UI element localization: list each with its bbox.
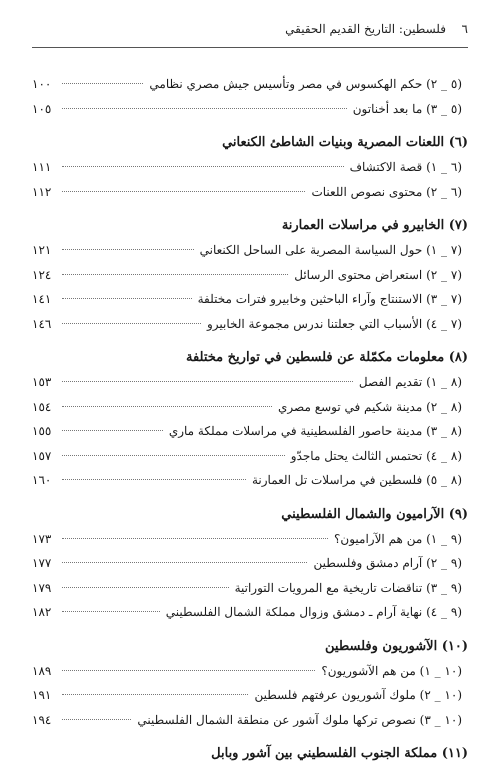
- chapter-heading: (٧) الخابيرو في مراسلات العمارنة: [281, 218, 468, 233]
- dot-leader: [62, 562, 307, 563]
- entry-title: (٧ _ ٤) الأسباب التي جعلتنا ندرس مجموعة الخابيرو: [206, 316, 462, 331]
- toc-section: [32, 131, 468, 204]
- section-gap: [32, 493, 468, 501]
- entry-title: (٩ _ ٣) تناقضات تاريخية مع المرويات التوراتية: [234, 580, 462, 595]
- toc-entry: [32, 370, 468, 395]
- toc-section: [32, 72, 468, 121]
- entry-page-number: ١٨٩: [32, 663, 52, 678]
- toc-entry: [32, 659, 468, 684]
- toc-section: [32, 635, 468, 733]
- entry-page-number: ١٥٤: [32, 399, 52, 414]
- dot-leader: [62, 108, 347, 109]
- dot-leader: [62, 274, 288, 275]
- entry-page-number: ١٧٧: [32, 556, 52, 570]
- dot-leader: [62, 166, 344, 167]
- section-gap: [32, 204, 468, 212]
- toc-entry: [32, 155, 468, 180]
- dot-leader: [62, 430, 163, 431]
- page-number: ٦: [461, 22, 468, 36]
- entry-page-number: ١٥٥: [32, 424, 52, 438]
- chapter-heading: (١٠) الآشوريون وفلسطين: [325, 638, 468, 654]
- dot-leader: [62, 323, 201, 324]
- dot-leader: [62, 670, 315, 671]
- toc-entry: [32, 395, 468, 420]
- section-gap: [32, 766, 468, 774]
- entry-page-number: ١٢١: [32, 243, 52, 257]
- toc-section: [32, 346, 468, 493]
- toc-entry: [32, 708, 468, 733]
- dot-leader: [62, 611, 160, 612]
- section-gap: [32, 336, 468, 344]
- toc-entry: [32, 468, 468, 493]
- entry-page-number: ١٨٢: [32, 605, 52, 619]
- chapter-heading: (٨) معلومات مكمّلة عن فلسطين في تواريخ مختلفة: [186, 350, 468, 365]
- entry-title: (٩ _ ٤) نهاية آرام ـ دمشق وزوال مملكة الشمال الفلسطيني: [165, 605, 462, 619]
- entry-title: (٦ _ ١) قصة الاكتشاف: [349, 160, 462, 174]
- toc-entry: [32, 312, 468, 337]
- entry-page-number: ١١٢: [32, 184, 52, 199]
- toc-entry: [32, 287, 468, 312]
- entry-title: (١٠ _ ١) من هم الآشوريون؟: [321, 663, 462, 678]
- entry-page-number: ١٤٦: [32, 316, 52, 331]
- dot-leader: [62, 406, 272, 407]
- table-of-contents: [32, 72, 468, 774]
- dot-leader: [62, 298, 192, 299]
- toc-section: [32, 503, 468, 625]
- entry-page-number: ١٩١: [32, 688, 52, 702]
- dot-leader: [62, 587, 229, 588]
- toc-entry: [32, 600, 468, 625]
- entry-page-number: ١٦٠: [32, 473, 52, 487]
- entry-title: (٨ _ ٥) فلسطين في مراسلات تل العمارنة: [251, 473, 462, 487]
- toc-section: [32, 214, 468, 336]
- dot-leader: [62, 83, 143, 84]
- entry-page-number: ١٠٥: [32, 101, 52, 116]
- entry-page-number: ١٠٠: [32, 77, 52, 91]
- toc-entry: [32, 238, 468, 263]
- entry-title: (٦ _ ٢) محتوى نصوص اللعنات: [311, 184, 462, 199]
- chapter-heading: (٩) الآراميون والشمال الفلسطيني: [281, 506, 468, 522]
- entry-title: (٩ _ ١) من هم الآراميون؟: [334, 531, 462, 546]
- toc-entry: [32, 419, 468, 444]
- toc-entry: [32, 97, 468, 122]
- entry-title: (٥ _ ٢) حكم الهكسوس في مصر وتأسيس جيش مصري نظامي: [149, 77, 462, 91]
- toc-entry: [32, 263, 468, 288]
- header-rule: [32, 47, 468, 48]
- entry-page-number: ١٥٣: [32, 375, 52, 389]
- dot-leader: [62, 694, 248, 695]
- toc-entry: [32, 180, 468, 205]
- entry-title: (١٠ _ ٣) نصوص تركها ملوك آشور عن منطقة الشمال الفلسطيني: [137, 712, 462, 727]
- entry-title: (٥ _ ٣) ما بعد أخناتون: [352, 101, 462, 116]
- toc-entry: [32, 551, 468, 576]
- toc-entry: [32, 444, 468, 469]
- section-gap: [32, 732, 468, 740]
- dot-leader: [62, 538, 328, 539]
- entry-page-number: ١٧٣: [32, 531, 52, 546]
- entry-page-number: ١٢٤: [32, 267, 52, 282]
- toc-entry: [32, 72, 468, 97]
- dot-leader: [62, 479, 246, 480]
- entry-page-number: ١٥٧: [32, 448, 52, 463]
- toc-entry: [32, 576, 468, 601]
- running-header: [32, 22, 468, 42]
- running-title: فلسطين: التاريخ القديم الحقيقي: [285, 22, 446, 36]
- chapter-heading: (٦) اللعنات المصرية وبنيات الشاطئ الكنعاني: [222, 135, 468, 150]
- entry-page-number: ١٧٩: [32, 580, 52, 595]
- entry-title: (٨ _ ١) تقديم الفصل: [358, 375, 462, 389]
- toc-entry: [32, 527, 468, 552]
- dot-leader: [62, 719, 131, 720]
- dot-leader: [62, 191, 305, 192]
- entry-page-number: ١١١: [32, 160, 52, 174]
- dot-leader: [62, 455, 285, 456]
- dot-leader: [62, 381, 353, 382]
- section-gap: [32, 625, 468, 633]
- entry-title: (٧ _ ٢) استعراض محتوى الرسائل: [294, 267, 462, 282]
- entry-title: (٨ _ ٢) مدينة شكيم في توسع مصري: [278, 399, 462, 414]
- entry-page-number: ١٩٤: [32, 712, 52, 727]
- entry-title: (٨ _ ٤) تحتمس الثالث يحتل ماجدّو: [290, 448, 462, 463]
- entry-title: (١٠ _ ٢) ملوك آشوريون عرفتهم فلسطين: [254, 688, 462, 702]
- entry-title: (٧ _ ٣) الاستنتاج وآراء الباحثين وخابيرو فترات مختلفة: [197, 292, 462, 306]
- section-gap: [32, 121, 468, 129]
- entry-title: (٧ _ ١) حول السياسة المصرية على الساحل الكنعاني: [199, 243, 462, 257]
- dot-leader: [62, 249, 194, 250]
- entry-title: (٩ _ ٢) آرام دمشق وفلسطين: [313, 556, 462, 570]
- toc-section: [32, 742, 468, 766]
- chapter-heading: (١١) مملكة الجنوب الفلسطيني بين آشور وبابل: [211, 746, 468, 761]
- entry-title: (٨ _ ٣) مدينة حاصور الفلسطينية في مراسلات مملكة ماري: [168, 424, 462, 438]
- entry-page-number: ١٤١: [32, 292, 52, 306]
- toc-entry: [32, 683, 468, 708]
